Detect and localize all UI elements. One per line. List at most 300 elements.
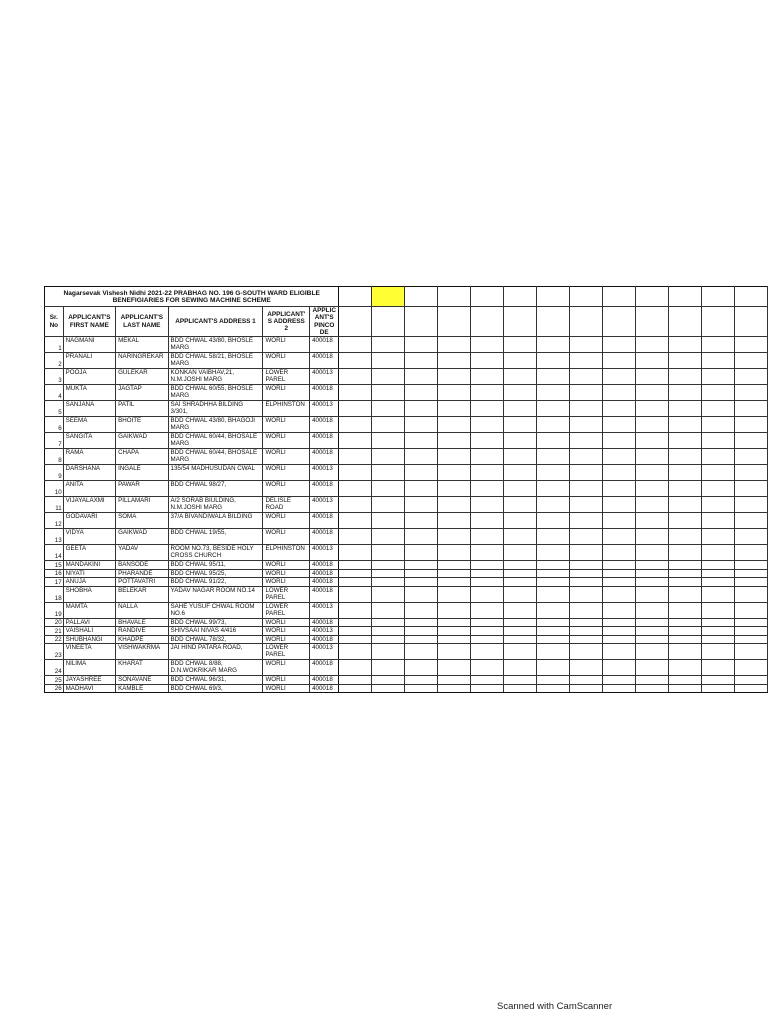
empty-cell bbox=[701, 569, 734, 578]
cell-sr-no: 19 bbox=[45, 602, 64, 618]
empty-cell bbox=[734, 369, 767, 385]
empty-cell bbox=[438, 513, 471, 529]
empty-cell bbox=[438, 569, 471, 578]
empty-cell bbox=[537, 433, 570, 449]
empty-cell bbox=[471, 618, 504, 627]
cell-address-1: BDD CHWAL 99/73, bbox=[168, 618, 263, 627]
empty-cell bbox=[405, 644, 438, 660]
empty-cell bbox=[603, 602, 636, 618]
empty-cell bbox=[537, 578, 570, 587]
empty-cell bbox=[537, 307, 570, 337]
empty-cell bbox=[339, 676, 372, 685]
cell-first-name: MADHAVI bbox=[63, 684, 115, 693]
empty-cell bbox=[734, 353, 767, 369]
empty-cell bbox=[734, 497, 767, 513]
empty-cell bbox=[570, 635, 603, 644]
empty-cell bbox=[734, 618, 767, 627]
cell-sr-no: 10 bbox=[45, 481, 64, 497]
empty-cell bbox=[504, 644, 537, 660]
empty-cell bbox=[734, 417, 767, 433]
empty-cell bbox=[734, 307, 767, 337]
cell-address-2: LOWER PAREL bbox=[263, 369, 310, 385]
cell-address-1: ROOM NO.73, BESIDE HOLY CROSS CHURCH bbox=[168, 545, 263, 561]
empty-cell bbox=[405, 578, 438, 587]
empty-cell bbox=[603, 369, 636, 385]
cell-address-2: LOWER PAREL bbox=[263, 644, 310, 660]
cell-address-2: WORLI bbox=[263, 417, 310, 433]
empty-cell bbox=[504, 545, 537, 561]
cell-address-1: BDD CHWAL 95/25, bbox=[168, 569, 263, 578]
cell-address-1: SHIVSAAI NIVAS 4/416 bbox=[168, 627, 263, 636]
empty-cell bbox=[504, 449, 537, 465]
table-row bbox=[45, 433, 768, 449]
cell-first-name: GODAVARI bbox=[63, 513, 115, 529]
empty-cell bbox=[635, 627, 668, 636]
empty-cell bbox=[570, 401, 603, 417]
empty-cell bbox=[635, 635, 668, 644]
empty-cell bbox=[339, 353, 372, 369]
empty-cell bbox=[504, 353, 537, 369]
empty-cell bbox=[701, 449, 734, 465]
empty-cell bbox=[734, 635, 767, 644]
empty-cell bbox=[734, 569, 767, 578]
empty-cell bbox=[339, 618, 372, 627]
empty-cell bbox=[405, 497, 438, 513]
table-row bbox=[45, 586, 768, 602]
empty-cell bbox=[471, 586, 504, 602]
empty-cell bbox=[438, 417, 471, 433]
empty-cell bbox=[471, 337, 504, 353]
empty-cell bbox=[372, 627, 405, 636]
empty-cell bbox=[339, 586, 372, 602]
empty-cell bbox=[603, 353, 636, 369]
empty-cell bbox=[570, 385, 603, 401]
empty-cell bbox=[504, 578, 537, 587]
cell-pincode: 400018 bbox=[310, 561, 339, 570]
table-row bbox=[45, 602, 768, 618]
empty-cell bbox=[635, 353, 668, 369]
empty-cell bbox=[405, 602, 438, 618]
empty-cell bbox=[570, 353, 603, 369]
empty-cell bbox=[372, 561, 405, 570]
cell-sr-no: 21 bbox=[45, 627, 64, 636]
empty-cell bbox=[603, 385, 636, 401]
empty-cell bbox=[537, 353, 570, 369]
empty-cell bbox=[339, 545, 372, 561]
empty-cell bbox=[471, 497, 504, 513]
empty-cell bbox=[570, 337, 603, 353]
cell-address-2: WORLI bbox=[263, 385, 310, 401]
empty-cell bbox=[504, 369, 537, 385]
empty-cell bbox=[504, 627, 537, 636]
empty-cell bbox=[339, 449, 372, 465]
table-row bbox=[45, 635, 768, 644]
empty-cell bbox=[603, 401, 636, 417]
empty-cell bbox=[339, 497, 372, 513]
empty-cell bbox=[537, 337, 570, 353]
cell-first-name: SHOBHA bbox=[63, 586, 115, 602]
empty-cell bbox=[504, 676, 537, 685]
empty-cell bbox=[603, 307, 636, 337]
empty-cell bbox=[668, 529, 701, 545]
cell-sr-no: 23 bbox=[45, 644, 64, 660]
empty-cell bbox=[372, 385, 405, 401]
empty-cell bbox=[372, 644, 405, 660]
empty-cell bbox=[339, 627, 372, 636]
empty-cell bbox=[603, 635, 636, 644]
table-row bbox=[45, 627, 768, 636]
cell-first-name: RAMA bbox=[63, 449, 115, 465]
empty-cell bbox=[570, 676, 603, 685]
empty-cell bbox=[438, 433, 471, 449]
sheet-title-line2: BENEFIGIARIES FOR SEWING MACHINE SCHEME bbox=[112, 296, 271, 304]
cell-sr-no: 18 bbox=[45, 586, 64, 602]
empty-cell bbox=[537, 684, 570, 693]
cell-last-name: KHARAT bbox=[116, 660, 168, 676]
cell-address-1: BDD CHWAL 95/11, bbox=[168, 561, 263, 570]
table-row bbox=[45, 481, 768, 497]
cell-sr-no: 20 bbox=[45, 618, 64, 627]
cell-address-2: WORLI bbox=[263, 676, 310, 685]
cell-pincode: 400013 bbox=[310, 497, 339, 513]
cell-address-2: WORLI bbox=[263, 618, 310, 627]
cell-address-1: SAHE YUSUF CHWAL ROOM NO.6 bbox=[168, 602, 263, 618]
empty-cell bbox=[339, 385, 372, 401]
cell-first-name: VINEETA bbox=[63, 644, 115, 660]
empty-cell bbox=[668, 337, 701, 353]
empty-cell bbox=[701, 307, 734, 337]
cell-sr-no: 6 bbox=[45, 417, 64, 433]
empty-cell bbox=[372, 602, 405, 618]
table-row bbox=[45, 569, 768, 578]
empty-cell bbox=[734, 529, 767, 545]
empty-cell bbox=[570, 307, 603, 337]
empty-cell bbox=[701, 627, 734, 636]
empty-cell bbox=[668, 369, 701, 385]
empty-cell bbox=[372, 417, 405, 433]
cell-last-name: PILLAMARI bbox=[116, 497, 168, 513]
table-row bbox=[45, 578, 768, 587]
empty-cell bbox=[405, 513, 438, 529]
empty-cell bbox=[471, 545, 504, 561]
empty-cell bbox=[701, 481, 734, 497]
empty-cell bbox=[635, 545, 668, 561]
empty-cell bbox=[603, 684, 636, 693]
empty-cell bbox=[635, 513, 668, 529]
empty-cell bbox=[504, 529, 537, 545]
empty-cell bbox=[339, 307, 372, 337]
empty-cell bbox=[734, 578, 767, 587]
empty-cell bbox=[438, 684, 471, 693]
cell-last-name: POTTAVATRI bbox=[116, 578, 168, 587]
empty-cell bbox=[603, 529, 636, 545]
cell-address-1: BDD CHWAL 8/88, D.N.WOKRIKAR MARG bbox=[168, 660, 263, 676]
empty-cell bbox=[504, 433, 537, 449]
cell-first-name: SHUBHANGI bbox=[63, 635, 115, 644]
empty-cell bbox=[603, 561, 636, 570]
empty-cell bbox=[668, 465, 701, 481]
empty-cell bbox=[438, 602, 471, 618]
empty-cell bbox=[471, 369, 504, 385]
empty-cell bbox=[537, 545, 570, 561]
empty-cell bbox=[405, 635, 438, 644]
cell-pincode: 400018 bbox=[310, 433, 339, 449]
cell-sr-no: 25 bbox=[45, 676, 64, 685]
cell-first-name: ANITA bbox=[63, 481, 115, 497]
empty-cell bbox=[471, 660, 504, 676]
empty-cell bbox=[603, 676, 636, 685]
empty-cell bbox=[339, 660, 372, 676]
empty-cell bbox=[603, 465, 636, 481]
empty-cell bbox=[537, 569, 570, 578]
table-row bbox=[45, 337, 768, 353]
cell-sr-no: 12 bbox=[45, 513, 64, 529]
empty-cell bbox=[504, 465, 537, 481]
empty-cell bbox=[372, 684, 405, 693]
cell-address-2: WORLI bbox=[263, 433, 310, 449]
cell-sr-no: 8 bbox=[45, 449, 64, 465]
cell-first-name: SEEMA bbox=[63, 417, 115, 433]
cell-last-name: BANSODE bbox=[116, 561, 168, 570]
empty-cell bbox=[701, 561, 734, 570]
empty-cell bbox=[504, 660, 537, 676]
empty-cell bbox=[537, 513, 570, 529]
cell-address-2: LOWER PAREL bbox=[263, 602, 310, 618]
cell-last-name: RANDIVE bbox=[116, 627, 168, 636]
cell-address-2: WORLI bbox=[263, 578, 310, 587]
header-last-name: APPLICANT'S LAST NAME bbox=[116, 307, 168, 337]
empty-cell bbox=[372, 569, 405, 578]
empty-cell bbox=[537, 385, 570, 401]
empty-cell bbox=[570, 465, 603, 481]
empty-cell bbox=[701, 417, 734, 433]
empty-cell bbox=[570, 433, 603, 449]
empty-cell bbox=[668, 578, 701, 587]
empty-cell bbox=[471, 578, 504, 587]
empty-cell bbox=[405, 569, 438, 578]
empty-cell bbox=[734, 644, 767, 660]
cell-address-2: WORLI bbox=[263, 660, 310, 676]
empty-cell bbox=[668, 569, 701, 578]
cell-address-2: WORLI bbox=[263, 627, 310, 636]
cell-sr-no: 17 bbox=[45, 578, 64, 587]
empty-cell bbox=[668, 644, 701, 660]
empty-cell bbox=[504, 497, 537, 513]
empty-cell bbox=[635, 385, 668, 401]
empty-cell bbox=[668, 627, 701, 636]
empty-cell bbox=[471, 417, 504, 433]
table-row bbox=[45, 417, 768, 433]
cell-address-1: A/2 SORAB BIULDING, N.M.JOSHI MARG bbox=[168, 497, 263, 513]
empty-cell bbox=[438, 497, 471, 513]
header-pincode: APPLIC ANT'S PINCO DE bbox=[310, 307, 339, 337]
empty-cell bbox=[701, 401, 734, 417]
table-row bbox=[45, 644, 768, 660]
table-row bbox=[45, 385, 768, 401]
empty-cell bbox=[504, 385, 537, 401]
empty-cell bbox=[537, 465, 570, 481]
empty-cell bbox=[537, 417, 570, 433]
cell-address-1: BDD CHWAL 91/22, bbox=[168, 578, 263, 587]
empty-cell bbox=[570, 369, 603, 385]
cell-first-name: JAYASHREE bbox=[63, 676, 115, 685]
cell-address-1: BDD CHWAL 43/80, BHAGOJI MARG bbox=[168, 417, 263, 433]
cell-sr-no: 5 bbox=[45, 401, 64, 417]
empty-cell bbox=[701, 578, 734, 587]
empty-cell bbox=[635, 644, 668, 660]
empty-cell bbox=[635, 676, 668, 685]
cell-sr-no: 13 bbox=[45, 529, 64, 545]
empty-cell bbox=[734, 627, 767, 636]
empty-cell bbox=[438, 307, 471, 337]
empty-cell bbox=[701, 676, 734, 685]
empty-cell bbox=[405, 307, 438, 337]
table-row bbox=[45, 545, 768, 561]
empty-cell bbox=[701, 635, 734, 644]
empty-cell bbox=[372, 353, 405, 369]
empty-cell bbox=[734, 586, 767, 602]
empty-cell bbox=[405, 676, 438, 685]
empty-cell bbox=[635, 465, 668, 481]
empty-cell bbox=[668, 684, 701, 693]
header-address-1: APPLICANT'S ADDRESS 1 bbox=[168, 307, 263, 337]
empty-cell bbox=[504, 337, 537, 353]
cell-pincode: 400018 bbox=[310, 578, 339, 587]
empty-cell bbox=[734, 433, 767, 449]
empty-cell bbox=[668, 417, 701, 433]
empty-cell bbox=[701, 545, 734, 561]
empty-cell bbox=[635, 569, 668, 578]
empty-cell bbox=[504, 401, 537, 417]
empty-cell bbox=[668, 602, 701, 618]
empty-cell bbox=[339, 684, 372, 693]
empty-cell bbox=[668, 676, 701, 685]
empty-cell bbox=[339, 465, 372, 481]
cell-last-name: PATIL bbox=[116, 401, 168, 417]
cell-last-name: SOMA bbox=[116, 513, 168, 529]
cell-first-name: POOJA bbox=[63, 369, 115, 385]
empty-cell bbox=[372, 497, 405, 513]
cell-last-name: CHAPA bbox=[116, 449, 168, 465]
cell-last-name: SONAVANE bbox=[116, 676, 168, 685]
cell-pincode: 400018 bbox=[310, 417, 339, 433]
empty-cell bbox=[570, 627, 603, 636]
empty-cell bbox=[668, 635, 701, 644]
empty-cell bbox=[471, 529, 504, 545]
empty-cell bbox=[570, 497, 603, 513]
empty-cell bbox=[372, 618, 405, 627]
highlighted-cell bbox=[372, 287, 405, 307]
empty-cell bbox=[438, 481, 471, 497]
cell-address-1: BDD CHWAL 78/32, bbox=[168, 635, 263, 644]
cell-address-2: WORLI bbox=[263, 513, 310, 529]
cell-pincode: 400018 bbox=[310, 529, 339, 545]
empty-cell bbox=[734, 660, 767, 676]
beneficiaries-table bbox=[44, 286, 768, 693]
empty-cell bbox=[701, 618, 734, 627]
table-row bbox=[45, 401, 768, 417]
cell-address-1: 37/A BIVANDIWALA BILDING bbox=[168, 513, 263, 529]
header-sr-no: Sr. No bbox=[45, 307, 64, 337]
table-row bbox=[45, 513, 768, 529]
cell-last-name: PAWAR bbox=[116, 481, 168, 497]
cell-pincode: 400013 bbox=[310, 627, 339, 636]
cell-last-name: GAIKWAD bbox=[116, 529, 168, 545]
empty-cell bbox=[570, 618, 603, 627]
empty-cell bbox=[603, 513, 636, 529]
cell-last-name: JAGTAP bbox=[116, 385, 168, 401]
empty-cell bbox=[339, 635, 372, 644]
cell-pincode: 400018 bbox=[310, 618, 339, 627]
empty-cell bbox=[405, 417, 438, 433]
empty-cell bbox=[537, 449, 570, 465]
empty-cell bbox=[701, 337, 734, 353]
empty-cell bbox=[504, 602, 537, 618]
empty-cell bbox=[537, 635, 570, 644]
empty-cell bbox=[668, 497, 701, 513]
empty-cell bbox=[438, 618, 471, 627]
cell-sr-no: 2 bbox=[45, 353, 64, 369]
empty-cell bbox=[504, 561, 537, 570]
cell-address-2: DELISLE ROAD bbox=[263, 497, 310, 513]
empty-cell bbox=[668, 449, 701, 465]
table-row bbox=[45, 497, 768, 513]
empty-cell bbox=[734, 337, 767, 353]
empty-cell bbox=[372, 481, 405, 497]
empty-cell bbox=[471, 353, 504, 369]
empty-cell bbox=[438, 676, 471, 685]
empty-cell bbox=[504, 569, 537, 578]
table-row bbox=[45, 676, 768, 685]
cell-first-name: SANGITA bbox=[63, 433, 115, 449]
empty-cell bbox=[668, 481, 701, 497]
empty-cell bbox=[668, 433, 701, 449]
empty-cell bbox=[635, 433, 668, 449]
table-row bbox=[45, 660, 768, 676]
empty-cell bbox=[603, 497, 636, 513]
empty-cell bbox=[635, 307, 668, 337]
empty-cell bbox=[537, 644, 570, 660]
cell-first-name: NIYATI bbox=[63, 569, 115, 578]
empty-cell bbox=[537, 627, 570, 636]
empty-cell bbox=[537, 602, 570, 618]
empty-cell bbox=[372, 545, 405, 561]
empty-cell bbox=[635, 497, 668, 513]
empty-cell bbox=[701, 369, 734, 385]
empty-cell bbox=[405, 353, 438, 369]
empty-cell bbox=[603, 569, 636, 578]
cell-last-name: MEKAL bbox=[116, 337, 168, 353]
empty-cell bbox=[537, 529, 570, 545]
empty-cell bbox=[635, 684, 668, 693]
empty-cell bbox=[668, 353, 701, 369]
empty-cell bbox=[438, 385, 471, 401]
cell-last-name: KHADPE bbox=[116, 635, 168, 644]
cell-address-2: ELPHINSTON bbox=[263, 545, 310, 561]
header-first-name: APPLICANT'S FIRST NAME bbox=[63, 307, 115, 337]
cell-address-2: WORLI bbox=[263, 529, 310, 545]
cell-first-name: MUKTA bbox=[63, 385, 115, 401]
empty-cell bbox=[405, 481, 438, 497]
empty-cell bbox=[734, 449, 767, 465]
empty-cell bbox=[635, 337, 668, 353]
empty-cell bbox=[668, 545, 701, 561]
empty-cell bbox=[537, 561, 570, 570]
empty-cell bbox=[438, 369, 471, 385]
empty-cell bbox=[405, 401, 438, 417]
empty-cell bbox=[734, 684, 767, 693]
empty-cell bbox=[438, 465, 471, 481]
